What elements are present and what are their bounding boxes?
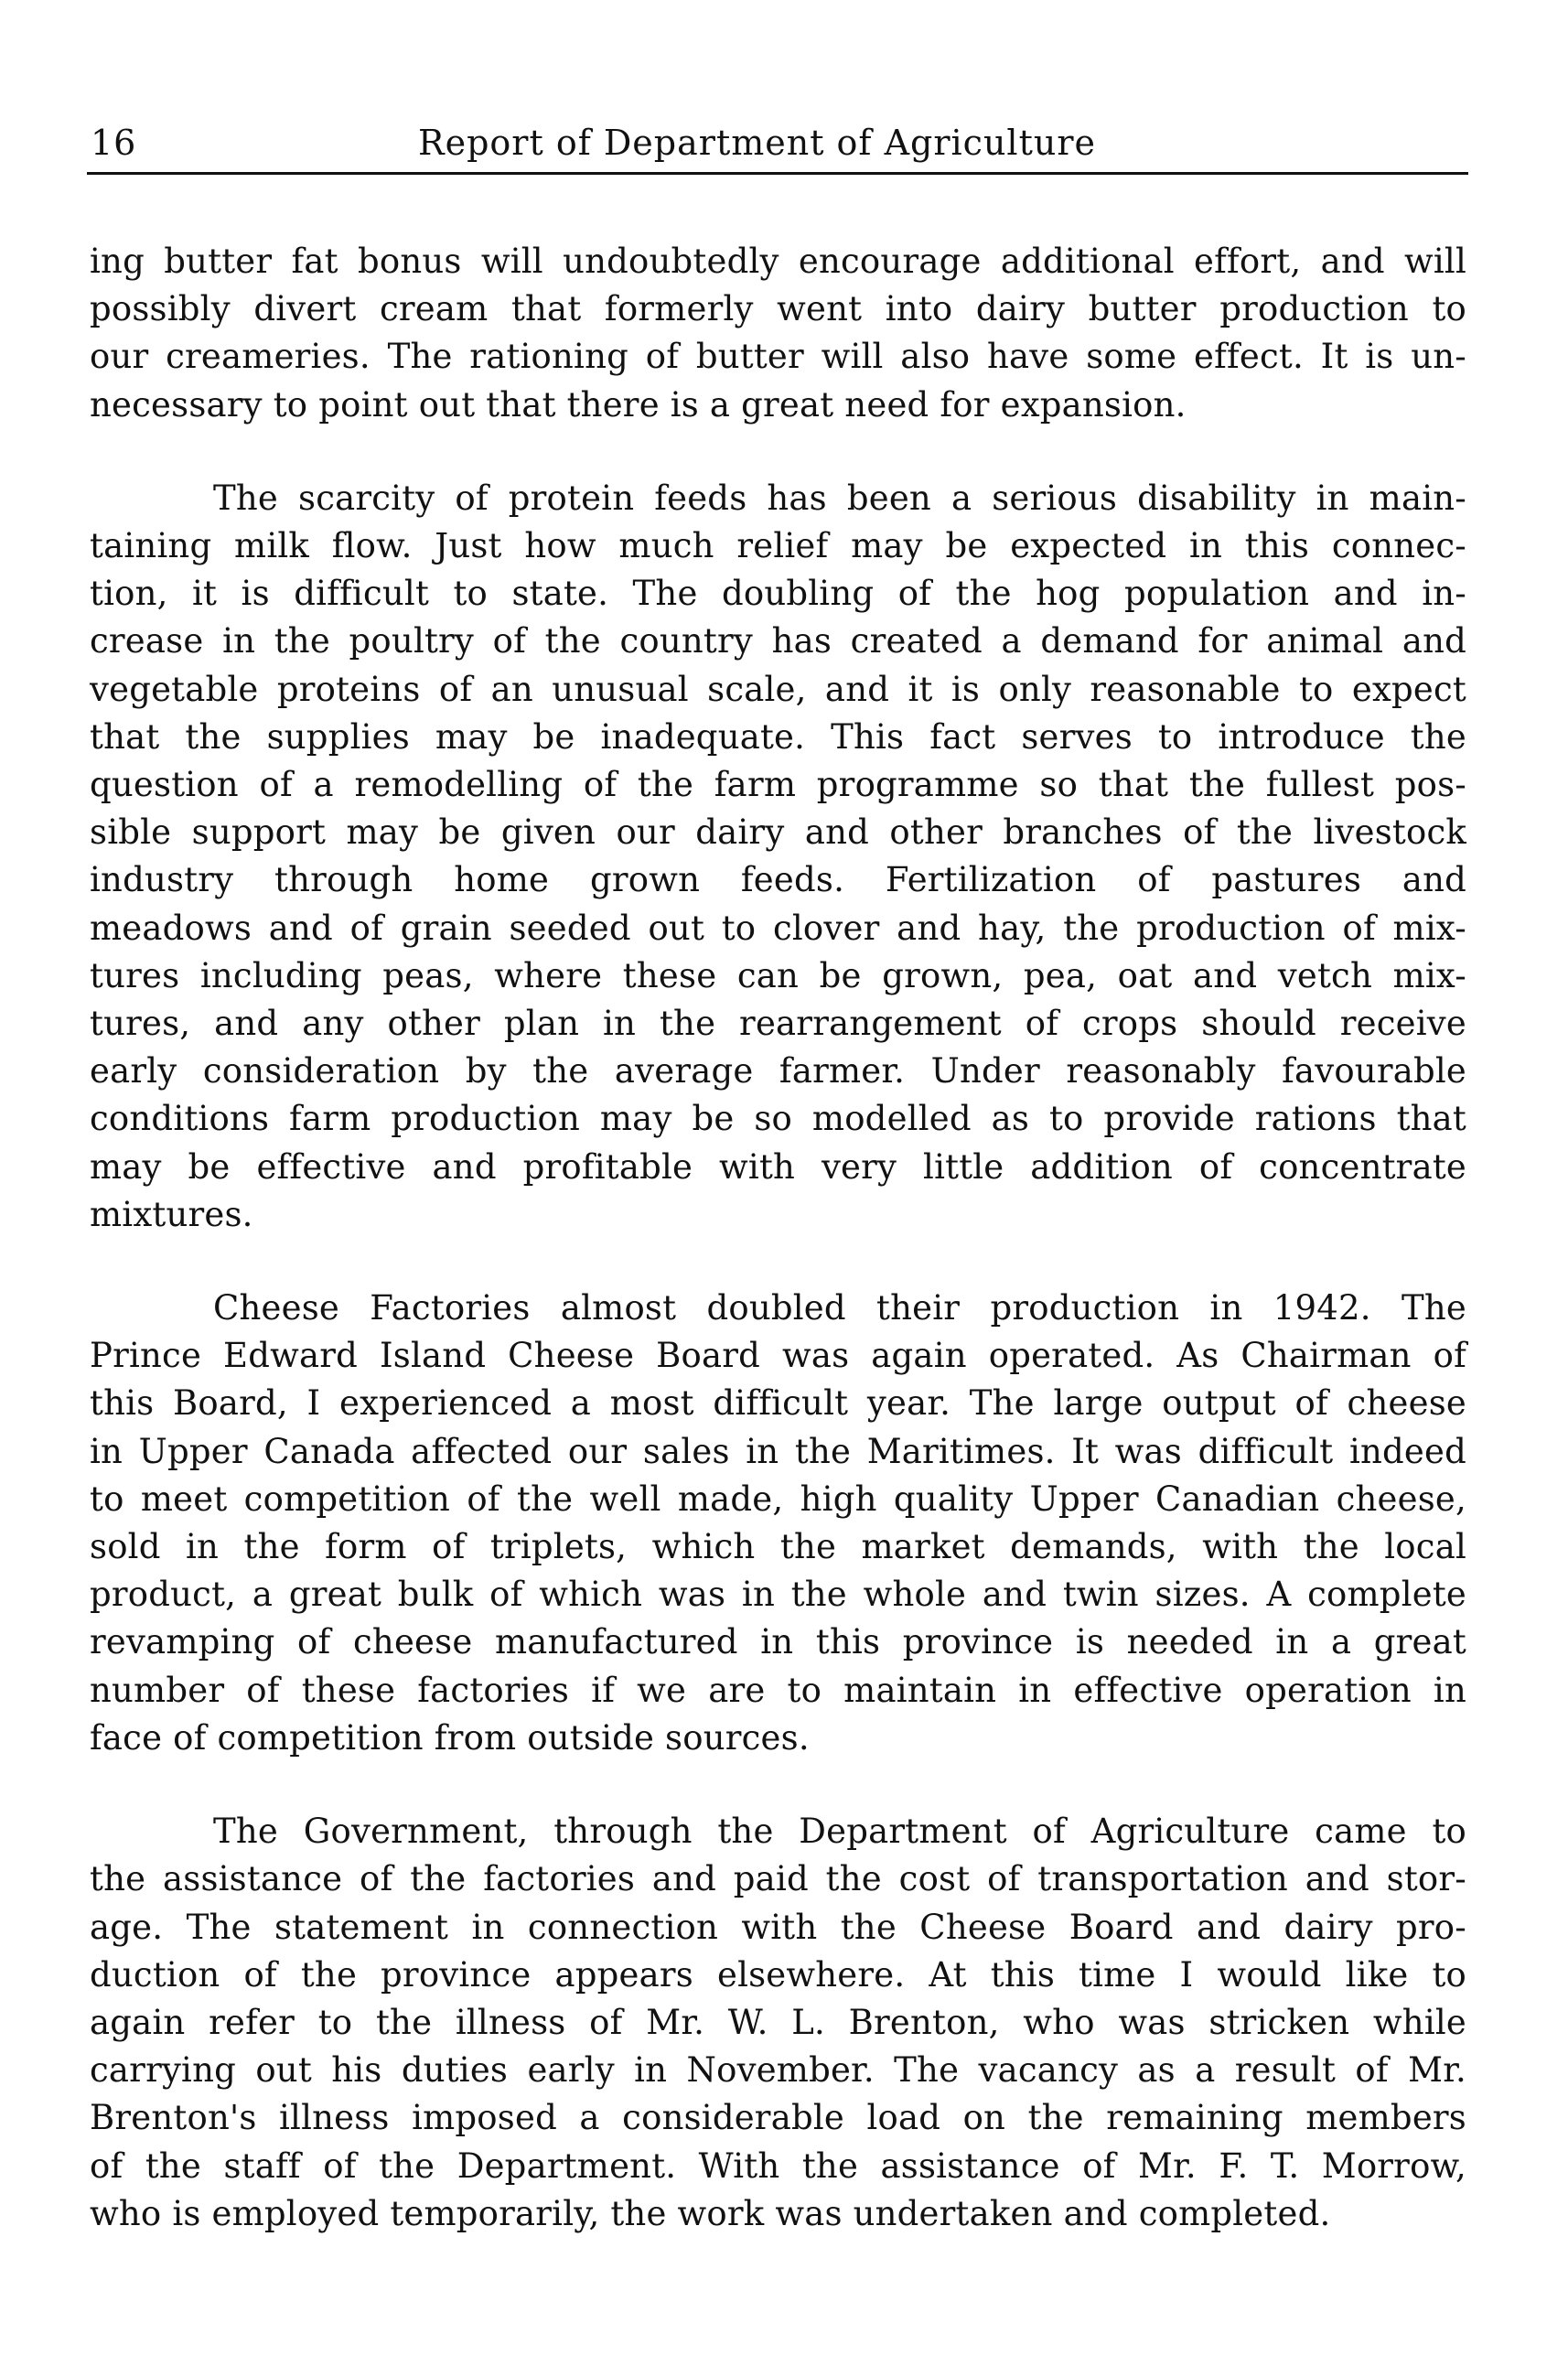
text-line: taining milk flow. Just how much relief may be expected in this connec- bbox=[90, 526, 1466, 566]
text-line: mixtures. bbox=[90, 1194, 253, 1234]
paragraph-protein-feeds bbox=[90, 475, 1466, 1239]
text-line: product, a great bulk of which was in the whole and twin sizes. A complete bbox=[90, 1575, 1466, 1615]
running-title: Report of Department of Agriculture bbox=[418, 123, 1096, 163]
paragraph-government-assistance bbox=[90, 1808, 1466, 2238]
text-line: may be effective and profitable with very little addition of concentrate bbox=[90, 1146, 1466, 1187]
text-line: face of competition from outside sources. bbox=[90, 1717, 810, 1758]
text-line: number of these factories if we are to maintain in effective operation in bbox=[90, 1670, 1466, 1710]
text-line: ing butter fat bonus will undoubtedly encourage additional effort, and will bbox=[90, 242, 1466, 281]
text-line: question of a remodelling of the farm programme so that the fullest pos- bbox=[90, 765, 1466, 805]
text-line: meadows and of grain seeded out to clover and hay, the production of mix- bbox=[90, 908, 1466, 948]
text-line: in Upper Canada affected our sales in the Maritimes. It was difficult indeed bbox=[90, 1431, 1466, 1471]
paragraph-butter-fat-bonus bbox=[90, 238, 1466, 429]
text-line: revamping of cheese manufactured in this province is needed in a great bbox=[90, 1622, 1466, 1662]
text-line: that the supplies may be inadequate. This fact serves to introduce the bbox=[90, 716, 1466, 757]
text-line: The Government, through the Department of Agriculture came to bbox=[213, 1812, 1466, 1852]
text-line: industry through home grown feeds. Fertilization of pastures and bbox=[90, 860, 1466, 900]
text-line: early consideration by the average farmer. Under reasonably favourable bbox=[90, 1051, 1466, 1091]
text-line: Prince Edward Island Cheese Board was again operated. As Chairman of bbox=[90, 1336, 1466, 1376]
running-header bbox=[87, 117, 1468, 175]
text-line: carrying out his duties early in November. The vacancy as a result of Mr. bbox=[90, 2050, 1466, 2091]
text-line: our creameries. The rationing of butter will also have some effect. It is un- bbox=[90, 337, 1466, 377]
text-line: possibly divert cream that formerly went into dairy butter production to bbox=[90, 289, 1466, 329]
text-line: necessary to point out that there is a great need for expansion. bbox=[90, 384, 1187, 425]
text-line: this Board, I experienced a most difficult year. The large output of cheese bbox=[90, 1383, 1466, 1424]
text-line: Cheese Factories almost doubled their production in 1942. The bbox=[213, 1288, 1466, 1328]
text-line: duction of the province appears elsewhere. At this time I would like to bbox=[90, 1954, 1466, 1995]
text-line: sold in the form of triplets, which the market demands, with the local bbox=[90, 1527, 1466, 1567]
page-number: 16 bbox=[91, 123, 137, 163]
text-line: conditions farm production may be so modelled as to provide rations that bbox=[90, 1099, 1466, 1139]
text-line: Brenton's illness imposed a considerable load on the remaining members bbox=[90, 2098, 1466, 2138]
text-line: again refer to the illness of Mr. W. L. Brenton, who was stricken while bbox=[90, 2002, 1466, 2042]
text-line: tion, it is difficult to state. The doubling of the hog population and in- bbox=[90, 574, 1466, 614]
paragraph-cheese-factories bbox=[90, 1285, 1466, 1762]
text-line: the assistance of the factories and paid the cost of transportation and stor- bbox=[90, 1859, 1466, 1899]
text-line: age. The statement in connection with the Cheese Board and dairy pro- bbox=[90, 1907, 1466, 1947]
text-line: tures including peas, where these can be grown, pea, oat and vetch mix- bbox=[90, 955, 1466, 995]
text-line: crease in the poultry of the country has created a demand for animal and bbox=[90, 621, 1466, 661]
body-text bbox=[90, 238, 1466, 2238]
text-line: who is employed temporarily, the work was undertaken and completed. bbox=[90, 2193, 1331, 2233]
text-line: of the staff of the Department. With the assistance of Mr. F. T. Morrow, bbox=[90, 2145, 1466, 2186]
text-line: The scarcity of protein feeds has been a serious disability in main- bbox=[213, 478, 1466, 518]
text-line: sible support may be given our dairy and other branches of the livestock bbox=[90, 812, 1466, 853]
text-line: to meet competition of the well made, high quality Upper Canadian cheese, bbox=[90, 1479, 1466, 1519]
text-line: vegetable proteins of an unusual scale, and it is only reasonable to expect bbox=[90, 669, 1466, 709]
text-line: tures, and any other plan in the rearrangement of crops should receive bbox=[90, 1004, 1466, 1044]
